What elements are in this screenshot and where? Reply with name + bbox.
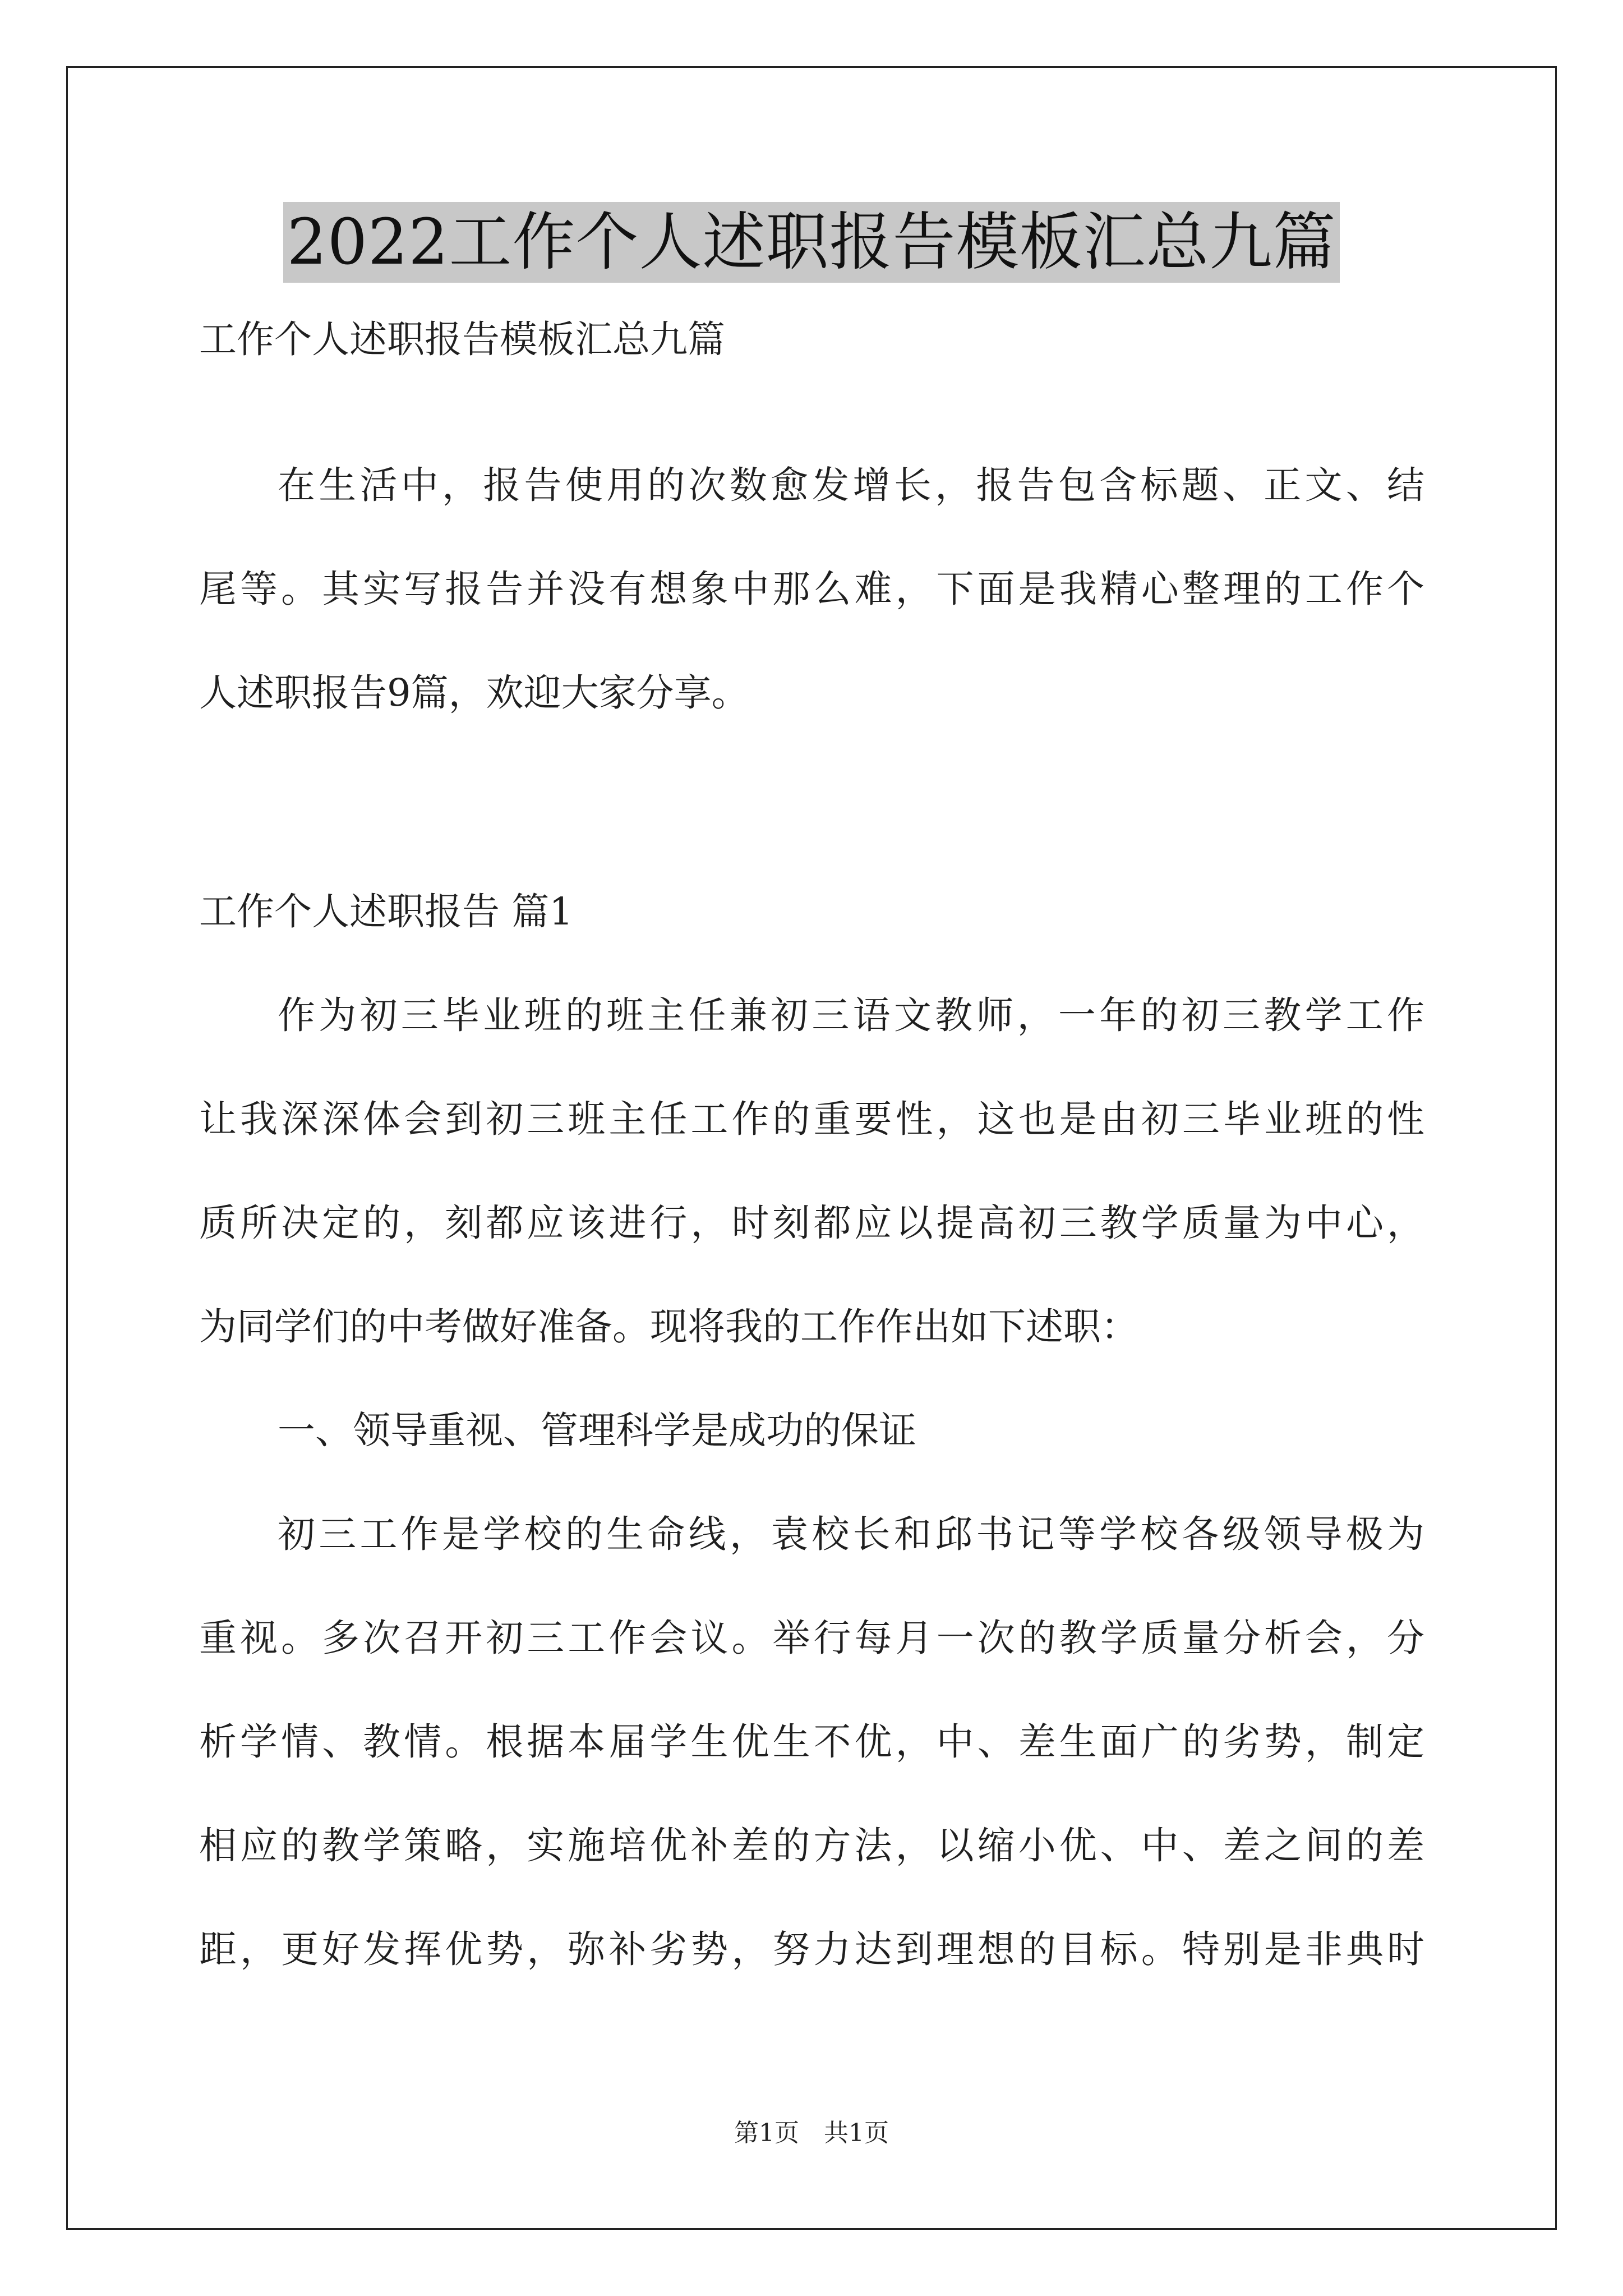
paragraph1-line-3: 质所决定的，刻都应该进行，时刻都应以提高初三教学质量为中心， — [199, 1201, 1424, 1245]
paragraph1-line-1: 作为初三毕业班的班主任兼初三语文教师，一年的初三教学工作 — [278, 993, 1424, 1037]
intro-line-2: 尾等。其实写报告并没有想象中那么难，下面是我精心整理的工作个 — [199, 567, 1424, 611]
paragraph2-line-5: 距，更好发挥优势，弥补劣势，努力达到理想的目标。特别是非典时 — [199, 1927, 1424, 1971]
paragraph1-line-2: 让我深深体会到初三班主任工作的重要性，这也是由初三毕业班的性 — [199, 1097, 1424, 1141]
document-title: 2022工作个人述职报告模板汇总九篇 — [283, 202, 1339, 283]
page-border — [66, 66, 1557, 2230]
paragraph1-line-4: 为同学们的中考做好准备。现将我的工作作出如下述职： — [199, 1305, 1138, 1349]
paragraph2-line-4: 相应的教学策略，实施培优补差的方法，以缩小优、中、差之间的差 — [199, 1824, 1424, 1867]
intro-line-3: 人述职报告9篇，欢迎大家分享。 — [199, 671, 749, 715]
intro-line-1: 在生活中，报告使用的次数愈发增长，报告包含标题、正文、结 — [278, 463, 1424, 507]
title-container — [0, 202, 1623, 283]
page-footer: 第1页 共1页 — [734, 2119, 889, 2147]
heading-one: 一、领导重视、管理科学是成功的保证 — [278, 1409, 916, 1452]
section-heading: 工作个人述职报告 篇1 — [199, 890, 573, 933]
paragraph2-line-2: 重视。多次召开初三工作会议。举行每月一次的教学质量分析会，分 — [199, 1616, 1424, 1660]
document-subtitle: 工作个人述职报告模板汇总九篇 — [199, 318, 725, 361]
paragraph2-line-1: 初三工作是学校的生命线，袁校长和邱书记等学校各级领导极为 — [278, 1512, 1424, 1556]
paragraph2-line-3: 析学情、教情。根据本届学生优生不优，中、差生面广的劣势，制定 — [199, 1720, 1424, 1764]
